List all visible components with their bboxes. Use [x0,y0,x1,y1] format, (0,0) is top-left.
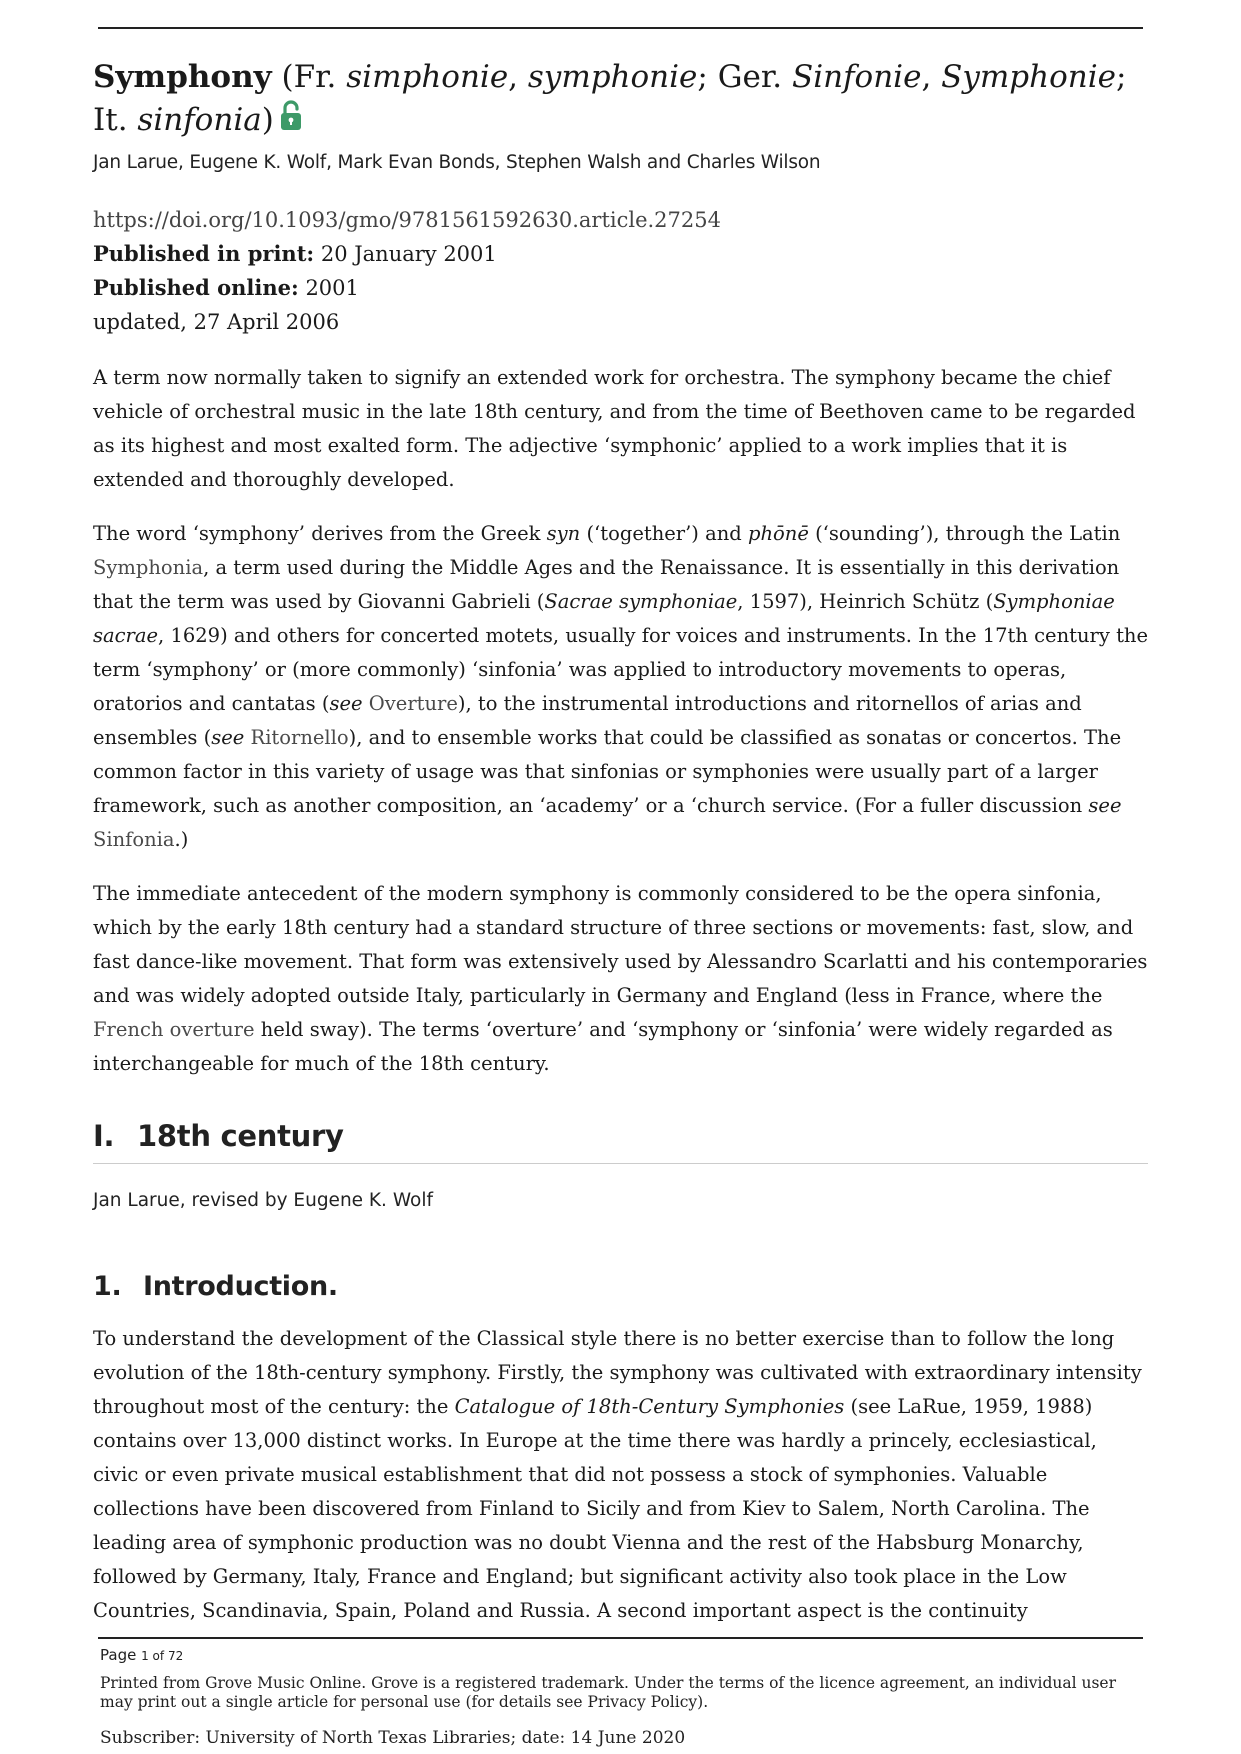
page-total: 72 [167,1649,184,1663]
text: (‘together’) and [580,522,748,545]
subsection-title: Introduction. [143,1271,338,1302]
title-text: ; It. [93,59,1127,138]
published-online-value: 2001 [298,276,359,300]
article-title [93,56,1148,144]
title-german-1: Sinfonie [791,59,922,95]
term-syn: syn [546,522,581,545]
link-ritornello[interactable]: Ritornello [250,726,349,749]
text: (‘sounding’), through the Latin [808,522,1121,545]
top-divider [98,27,1143,29]
title-text: ; Ger. [697,59,792,95]
section-heading [93,1119,1148,1153]
updated-date: updated, 27 April 2006 [93,310,340,334]
published-print-label: Published in print: [93,241,315,266]
title-text: ) [261,102,274,138]
see-ref: see [1088,794,1122,817]
text: .) [174,828,189,851]
see-ref: see [211,726,245,749]
published-print-value: 20 January 2001 [314,242,497,266]
see-ref: see [329,692,363,715]
title-french-1: simphonie [346,59,509,95]
subsection-number: 1. [93,1271,122,1302]
text: The immediate antecedent of the modern symphony is commonly considered to be the opera sinfonia, which by the early 18th century had a standard structure of three sections or movements: fast, slow, and fast dance-like movement. That form was extensively used by Alessandro Scarlatti and his contemporaries and was widely adopted outside Italy, particularly in Germany and England (less in France, where the [93,882,1148,1007]
link-overture[interactable]: Overture [368,692,458,715]
title-french-2: symphonie [527,59,698,95]
link-french-overture[interactable]: French overture [93,1018,255,1041]
published-online [93,271,1148,305]
work-title: Sacrae symphoniae [544,590,738,613]
text: held sway). The terms ‘overture’ and ‘symphony or ‘sinfonia’ were widely regarded as interchangeable for much of the 18th century. [93,1018,1113,1075]
link-sinfonia[interactable]: Sinfonia [93,828,175,851]
section-title: 18th century [137,1119,344,1153]
section-number: I. [93,1119,115,1153]
text: To understand the development of the Classical style there is no better exercise than to follow the long evolution of the 18th-century symphony. Firstly, the symphony was cultivated with extraordinary intensity throughout most of the century: the [93,1327,1142,1418]
page-footer [100,1646,1140,1748]
title-text: (Fr. [271,59,347,95]
title-italian: sinfonia [137,102,262,138]
text: ), to the instrumental introductions and ritornellos of arias and ensembles ( [93,692,1082,749]
page-label: Page [100,1646,142,1664]
paragraph-3 [93,877,1148,1081]
work-title: Catalogue of 18th-Century Symphonies [454,1395,845,1418]
page-of: of [148,1649,168,1663]
text: , 1629) and others for concerted motets, usually for voices and instruments. In the 17th century the term ‘symphony’ or (more commonly) ‘sinfonia’ was applied to introductory movements to operas, oratorios and cantatas ( [93,624,1149,715]
title-german-2: Symphonie [941,59,1117,95]
subsection-heading [93,1271,1148,1302]
text: , 1597), Heinrich Schütz ( [737,590,994,613]
published-print [93,237,1148,271]
page-number [100,1646,1140,1664]
print-notice: Printed from Grove Music Online. Grove is a registered trademark. Under the terms of the licence agreement, an individual user may print out a single article for personal use (for details see Privacy Policy). [100,1674,1117,1711]
title-sep: , [508,59,528,95]
text: ), and to ensemble works that could be classified as sonatas or concertos. The common factor in this variety of usage was that sinfonias or symphonies were usually part of a larger framework, such as another composition, an ‘academy’ or a ‘church service. (For a fuller discussion [93,726,1122,817]
section-authors: Jan Larue, revised by Eugene K. Wolf [93,1190,434,1211]
section-divider [93,1163,1148,1164]
link-symphonia[interactable]: Symphonia [93,556,204,579]
open-access-lock-icon [280,100,302,144]
article-authors: Jan Larue, Eugene K. Wolf, Mark Evan Bonds, Stephen Walsh and Charles Wilson [93,152,821,173]
term-phone: phōnē [747,522,809,545]
work-title: Symphoniae sacrae [93,590,1115,647]
text: The word ‘symphony’ derives from the Greek [93,522,547,545]
paragraph-1: A term now normally taken to signify an extended work for orchestra. The symphony became the chief vehicle of orchestral music in the late 18th century, and from the time of Beethoven came to be regarded as its highest and most exalted form. The adjective ‘symphonic’ applied to a work implies that it is extended and thoroughly developed. [93,366,1136,491]
paragraph-4 [93,1322,1148,1628]
subscriber-info: Subscriber: University of North Texas Libraries; date: 14 June 2020 [100,1728,686,1748]
title-main: Symphony [93,59,272,95]
paragraph-2 [93,517,1148,857]
page-current: 1 [141,1649,149,1663]
title-sep: , [921,59,942,95]
article-content [93,56,1148,1628]
footer-divider [98,1637,1143,1639]
published-online-label: Published online: [93,275,299,300]
doi-link[interactable]: https://doi.org/10.1093/gmo/9781561592630.article.27254 [93,208,721,232]
text: , a term used during the Middle Ages and the Renaissance. It is essentially in this derivation that the term was used by Giovanni Gabrieli ( [93,556,1120,613]
publication-meta [93,203,1148,339]
text: (see LaRue, 1959, 1988) contains over 13,000 distinct works. In Europe at the time there was hardly a princely, ecclesiastical, civic or even private musical establishment that did not possess a stock of symphonies. Valuable collections have been discovered from Finland to Sicily and from Kiev to Salem, North Carolina. The leading area of symphonic production was no doubt Vienna and the rest of the Habsburg Monarchy, followed by Germany, Italy, France and England; but significant activity also took place in the Low Countries, Scandinavia, Spain, Poland and Russia. A second important aspect is the continuity [93,1395,1097,1622]
